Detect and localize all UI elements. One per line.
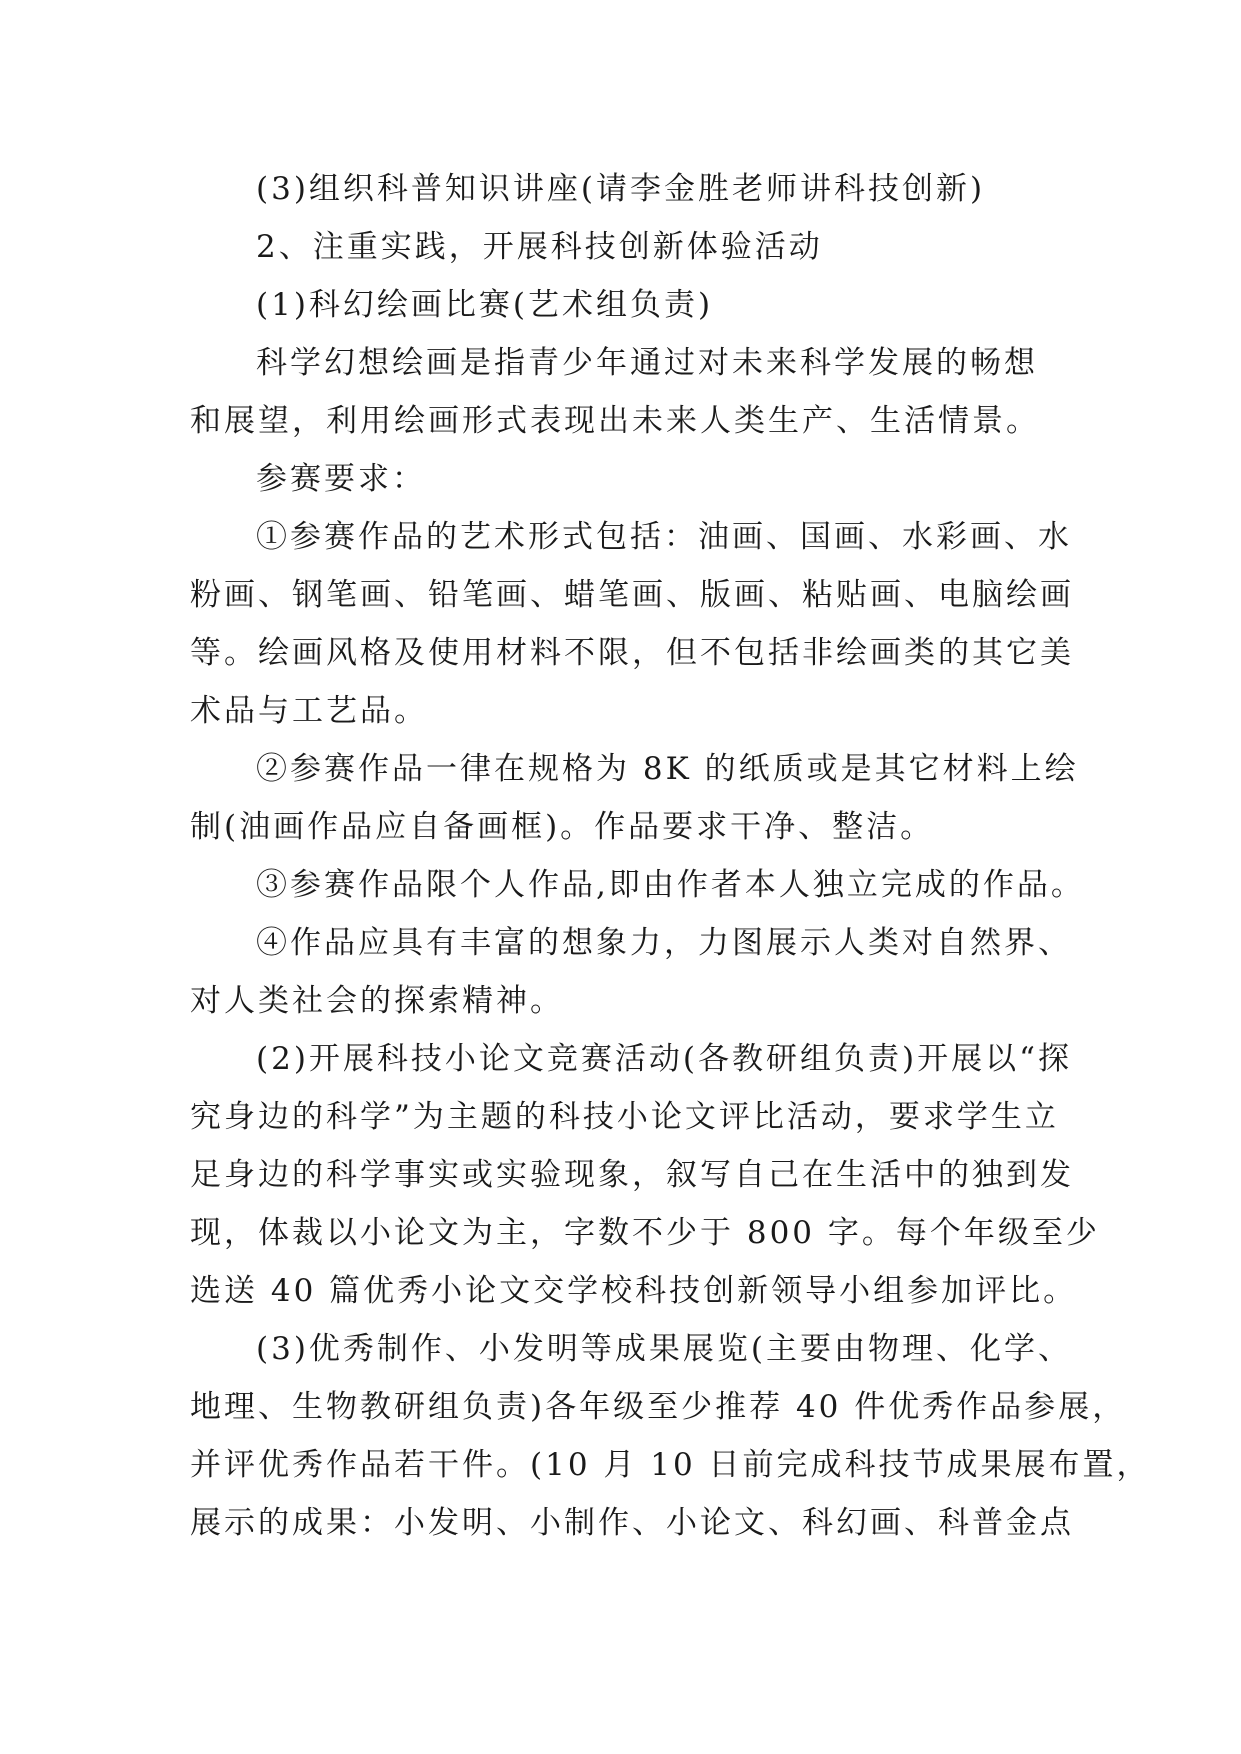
text-line: 究身边的科学”为主题的科技小论文评比活动，要求学生立	[190, 1099, 1059, 1135]
text-line: 科学幻想绘画是指青少年通过对未来科学发展的畅想	[256, 345, 1038, 381]
text-line: 等。绘画风格及使用材料不限，但不包括非绘画类的其它美	[190, 635, 1074, 671]
text-line: 2、注重实践，开展科技创新体验活动	[256, 229, 823, 265]
text-line: 和展望，利用绘画形式表现出未来人类生产、生活情景。	[190, 403, 1040, 439]
text-line: ②参赛作品一律在规格为 8K 的纸质或是其它材料上绘	[256, 751, 1079, 787]
text-line: 术品与工艺品。	[190, 693, 428, 729]
text-line: ③参赛作品限个人作品,即由作者本人独立完成的作品。	[256, 867, 1085, 903]
text-line: 并评优秀作品若干件。(10 月 10 日前完成科技节成果展布置，	[190, 1447, 1151, 1483]
text-line: (1)科幻绘画比赛(艺术组负责)	[256, 287, 714, 323]
text-line: 制(油画作品应自备画框)。作品要求干净、整洁。	[190, 809, 935, 845]
text-line: 参赛要求：	[256, 461, 426, 497]
text-line: 现，体裁以小论文为主，字数不少于 800 字。每个年级至少	[190, 1215, 1100, 1251]
text-line: 对人类社会的探索精神。	[190, 983, 564, 1019]
text-line: ④作品应具有丰富的想象力，力图展示人类对自然界、	[256, 925, 1072, 961]
text-line: 选送 40 篇优秀小论文交学校科技创新领导小组参加评比。	[190, 1273, 1078, 1309]
text-line: 粉画、钢笔画、铅笔画、蜡笔画、版画、粘贴画、电脑绘画	[190, 577, 1074, 613]
text-line: ①参赛作品的艺术形式包括：油画、国画、水彩画、水	[256, 519, 1072, 555]
text-line: (2)开展科技小论文竞赛活动(各教研组负责)开展以“探	[256, 1041, 1072, 1077]
text-line: (3)组织科普知识讲座(请李金胜老师讲科技创新)	[256, 171, 986, 207]
text-line: 地理、生物教研组负责)各年级至少推荐 40 件优秀作品参展，	[190, 1389, 1127, 1425]
document-body	[190, 160, 1151, 1552]
text-line: (3)优秀制作、小发明等成果展览(主要由物理、化学、	[256, 1331, 1073, 1367]
text-line: 足身边的科学事实或实验现象，叙写自己在生活中的独到发	[190, 1157, 1074, 1193]
text-line: 展示的成果：小发明、小制作、小论文、科幻画、科普金点	[190, 1505, 1074, 1541]
